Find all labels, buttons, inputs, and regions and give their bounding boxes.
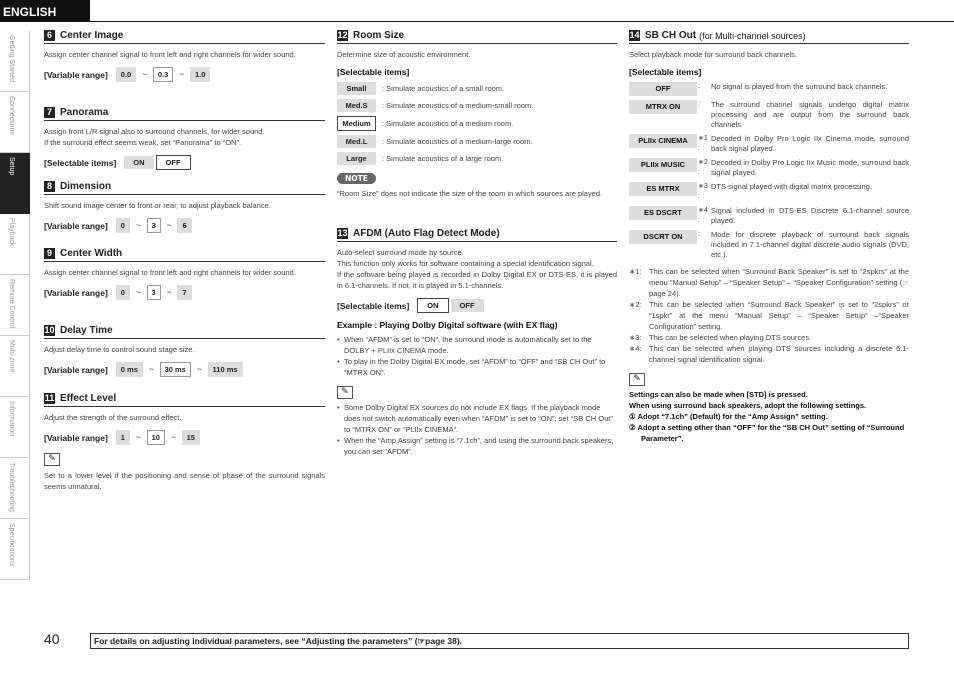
footnote (629, 299, 909, 332)
range-min: 1 (116, 430, 130, 445)
tilde: ~ (135, 288, 141, 297)
option-off: OFF (451, 299, 484, 312)
section-number: 14 (629, 30, 640, 40)
footnote-marker: : (698, 101, 700, 108)
section-title: Center Width (60, 248, 123, 259)
example-bullets (337, 334, 617, 378)
tilde: ~ (135, 433, 141, 442)
footnote-marker: : (698, 231, 700, 238)
list-item (337, 135, 617, 148)
side-nav-item[interactable] (0, 31, 30, 92)
range-max: 110 ms (208, 362, 243, 377)
selectable-items (44, 155, 325, 170)
tilde: ~ (142, 70, 147, 79)
variable-range (44, 285, 325, 300)
sb-mode-description: Mode for discrete playback of surround back signals included in 7.1-channel digital discrete audio signals (DVD, etc.). (711, 230, 909, 259)
section-description (44, 126, 325, 148)
section-title: Dimension (60, 181, 112, 192)
footnote-key: ∗1: (629, 267, 642, 276)
variable-range (44, 362, 325, 377)
side-nav-label: Information (8, 401, 15, 437)
bullet-text: When “AFDM” is set to “ON”, the surround mode is automatically set to the DOLBY + PLIIx CINEMA mode. (344, 335, 592, 355)
sb-mode-list (629, 82, 909, 260)
room-size-list (337, 82, 617, 165)
section-description: Adjust delay time to control sound stage size. (44, 345, 195, 354)
section-heading (44, 248, 325, 262)
language-tab: ENGLISH (0, 0, 90, 22)
section-title: AFDM (Auto Flag Detect Mode) (353, 228, 500, 239)
side-nav-label: Setup (8, 157, 15, 176)
footnote-marker: : (698, 83, 700, 90)
section-subtitle: (for Multi-channel sources) (699, 30, 806, 41)
option-off: OFF (156, 155, 191, 170)
page-number: 40 (44, 631, 60, 647)
list-item (629, 182, 909, 202)
selectable-items (337, 298, 617, 313)
sb-mode-option: DSCRT ON (629, 230, 697, 244)
range-min: 0 (116, 285, 130, 300)
side-nav-item[interactable] (0, 153, 30, 214)
range-label: [Variable range] (44, 364, 108, 375)
side-nav-label: Specifications (8, 523, 15, 567)
range-label: [Variable range] (44, 69, 108, 80)
pencil-icon: ✎ (44, 453, 60, 466)
side-nav-item[interactable] (0, 92, 30, 153)
side-nav-label: Remote Control (8, 279, 15, 329)
sb-mode-description: No signal is played from the surround back channels. (711, 82, 888, 91)
note-text: “Room Size” does not indicate the size of the room in which sources are played. (337, 189, 603, 198)
range-max: 7 (177, 285, 191, 300)
range-max: 6 (177, 218, 191, 233)
footnote-key: ∗4: (629, 344, 642, 353)
sb-mode-option: OFF (629, 82, 697, 96)
footnotes (629, 266, 909, 365)
tilde: ~ (196, 365, 202, 374)
footnote-marker: ∗2 : (698, 159, 708, 176)
description-line: Auto-select surround mode by source. (337, 248, 464, 257)
section-heading (44, 107, 325, 121)
section-description: Assign center channel signal to front left and right channels for wider sound. (44, 268, 296, 277)
variable-range (44, 218, 325, 233)
variable-range (44, 430, 325, 445)
list-item: • Some Dolby Digital EX sources do not include EX flags. If the playback mode does not switch automatically even when “AFDM” is set to “ON”, set “SB CH Out” to “MTRX ON” or “PLIIx CINEMA”. (337, 402, 617, 435)
option-on: ON (124, 156, 153, 169)
room-size-description: : Simulate acoustics of a medium-small room. (382, 101, 534, 110)
afdm-section (337, 228, 617, 457)
side-nav-item[interactable] (0, 519, 30, 580)
list-item (337, 116, 617, 131)
sb-mode-option: PLIIx CINEMA (629, 134, 697, 148)
list-item (629, 206, 909, 226)
section-heading (44, 325, 325, 339)
sb-mode-description: Decoded in Dolby Pro Logic IIx Music mode, surround back signal played. (711, 158, 909, 177)
section-number: 11 (44, 393, 55, 403)
section-description: Shift sound image center to front or rear, to adjust playback balance. (44, 201, 271, 210)
section-heading (337, 30, 617, 44)
section-title: Effect Level (60, 393, 117, 404)
center-image-section (44, 30, 325, 82)
example-heading: Example : Playing Dolby Digital software (with EX flag) (337, 320, 558, 330)
section-number: 8 (44, 181, 55, 192)
section-title: SB CH Out (645, 30, 697, 41)
section-description: Assign center channel signal to front left and right channels for wider sound. (44, 50, 296, 59)
room-size-option: Large (337, 152, 376, 165)
option-on: ON (417, 298, 448, 313)
side-nav-label: Troubleshooting (8, 462, 15, 512)
range-label: [Variable range] (44, 432, 108, 443)
list-item: • When the “Amp Assign” setting is “7.1ch”, and using the surround back speakers, you can set “AFDM”. (337, 435, 617, 457)
side-nav-label: Getting Started (8, 35, 15, 83)
section-number: 6 (44, 30, 55, 41)
list-item (629, 230, 909, 260)
tilde: ~ (166, 221, 172, 230)
range-min: 0 ms (116, 362, 143, 377)
footnote-text: This can be selected when “Surround Back Speaker” is set to “2spkrs” or “1spkr” at the menu “Manual Setup” – “Speaker Setup” –“Speaker Configuration” setting. (649, 300, 909, 331)
tilde: ~ (170, 433, 176, 442)
room-size-description: : Simulate acoustics of a medium-large room. (382, 137, 533, 146)
room-size-option: Medium (337, 116, 376, 131)
section-description: Select playback mode for surround back channels. (629, 50, 798, 59)
items-label: [Selectable items] (337, 67, 410, 77)
description-line: This function only works for software containing a special identification signal. (337, 259, 594, 268)
side-nav-label: Multi-zone (8, 340, 15, 373)
tip-line: ② Adopt a setting other than “OFF” for the “SB CH Out” setting of “Surround Parameter”. (629, 423, 905, 443)
list-item (337, 99, 617, 112)
list-item: • When “AFDM” is set to “ON”, the surround mode is automatically set to the DOLBY + PLIIx CINEMA mode. (337, 334, 617, 356)
sb-mode-option: ES MTRX (629, 182, 697, 196)
range-default: 30 ms (160, 362, 191, 377)
section-heading (629, 30, 909, 44)
sb-mode-option: MTRX ON (629, 100, 697, 114)
list-item (337, 82, 617, 95)
tilde: ~ (148, 365, 154, 374)
list-item (629, 158, 909, 178)
tilde: ~ (166, 288, 172, 297)
section-title: Center Image (60, 30, 124, 41)
section-heading (337, 228, 617, 242)
bullet-text: Some Dolby Digital EX sources do not include EX flags. If the playback mode does not switch automatically even when “AFDM” is set to “ON”, set “SB CH Out” to “MTRX ON” or “PLIIx CINEMA”. (344, 403, 613, 434)
description-line: If the surround effect seems weak, set “Panorama” to “ON”. (44, 138, 242, 147)
footnote (629, 266, 909, 299)
range-label: [Variable range] (44, 220, 108, 231)
room-size-option: Small (337, 82, 376, 95)
footnote-text: This can be selected when “Surround Back Speaker” is set to “2spkrs” at the menu “Manual Setup” – “Speaker Setup” – “Speaker Configuration” setting (☞page 24). (649, 267, 909, 298)
bullet-text: To play in the Dolby Digital EX mode, set “AFDM” to “OFF” and “SB CH Out” to “MTRX ON”. (344, 357, 606, 377)
footnote-marker: ∗1 : (698, 135, 708, 152)
section-number: 13 (337, 228, 348, 238)
tip-line: Settings can also be made when [STD] is pressed. (629, 390, 808, 399)
footnote-key: ∗2: (629, 300, 642, 309)
tips (629, 389, 909, 444)
footnote-text: This can be selected when playing DTS sources including a discrete 6.1-channel signal identification signal. (649, 344, 909, 364)
section-title: Panorama (60, 107, 109, 118)
side-nav-label: Connections (8, 96, 15, 135)
section-heading (44, 30, 325, 44)
side-nav-item[interactable] (0, 275, 30, 336)
footnote-key: ∗3: (629, 333, 642, 342)
items-label: [Selectable items] (337, 300, 410, 311)
footnote-marker: ∗4 : (698, 207, 708, 224)
tilde: ~ (179, 70, 184, 79)
list-item (629, 82, 909, 96)
side-nav-item[interactable] (0, 214, 30, 275)
section-description: Adjust the strength of the surround effect. (44, 413, 182, 422)
section-description (337, 247, 617, 291)
description-line: If the software being played is recorded in Dolby Digital EX or DTS-ES, it is played in 6.1-channels. If not, it is played in 5.1-channels. (337, 270, 617, 290)
section-number: 12 (337, 30, 348, 40)
range-min: 0 (116, 218, 130, 233)
effect-level-section (44, 393, 325, 492)
dimension-section (44, 181, 325, 233)
sb-ch-out-section (629, 30, 909, 444)
sb-mode-description: The surround channel signals undergo digital matrix processing and are output from the surround back channels. (711, 100, 909, 129)
range-default: 3 (147, 218, 161, 233)
range-label: [Variable range] (44, 287, 108, 298)
note-text: Set to a lower level if the positioning and sense of phase of the surround signals seems unnatural. (44, 471, 325, 491)
pencil-icon: ✎ (337, 386, 353, 399)
header-rule (0, 21, 954, 22)
list-item (629, 100, 909, 130)
range-default: 10 (147, 430, 165, 445)
panorama-section (44, 107, 325, 170)
range-max: 15 (182, 430, 200, 445)
section-heading (44, 181, 325, 195)
footnote (629, 343, 909, 365)
tip-line: When using surround back speakers, adopt the following settings. (629, 401, 867, 410)
footnote-marker: ∗3 : (698, 183, 708, 200)
tip-line: ① Adopt “7.1ch” (Default) for the “Amp Assign” setting. (629, 412, 828, 421)
sb-mode-option: PLIIx MUSIC (629, 158, 697, 172)
note-badge: NOTE (337, 173, 376, 184)
range-default: 3 (147, 285, 161, 300)
section-heading (44, 393, 325, 407)
variable-range (44, 67, 325, 82)
range-default: 0.3 (153, 67, 173, 82)
range-max: 1.0 (190, 67, 210, 82)
footnote (629, 332, 909, 343)
side-nav-label: Playback (8, 218, 15, 247)
sb-mode-description: DTS signal played with digital matrix processing. (711, 182, 872, 191)
list-item (337, 152, 617, 165)
room-size-description: : Simulate acoustics of a small room. (382, 84, 505, 93)
sb-mode-option: ES DSCRT (629, 206, 697, 220)
side-nav-item[interactable] (0, 397, 30, 458)
section-title: Room Size (353, 30, 405, 41)
section-description: Determine size of acoustic environment. (337, 50, 471, 59)
footnote-text: This can be selected when playing DTS sources. (649, 333, 812, 342)
delay-time-section (44, 325, 325, 377)
section-number: 10 (44, 325, 55, 335)
room-size-option: Med.S (337, 99, 376, 112)
items-label: [Selectable items] (44, 157, 117, 168)
room-size-description: : Simulate acoustics of a medium room. (382, 119, 514, 128)
room-size-section (337, 30, 617, 199)
range-min: 0.0 (116, 67, 136, 82)
bullet-text: When the “Amp Assign” setting is “7.1ch”, and using the surround back speakers, you can set “AFDM”. (344, 436, 614, 456)
footer-reference: For details on adjusting individual parameters, see “Adjusting the parameters” (☞page 38). (90, 633, 909, 649)
tilde: ~ (135, 221, 141, 230)
list-item (629, 134, 909, 154)
section-number: 7 (44, 107, 55, 118)
room-size-option: Med.L (337, 135, 376, 148)
description-line: Assign front L/R signal also to surround channels, for wider sound. (44, 127, 265, 136)
section-title: Delay Time (60, 325, 113, 336)
sb-mode-description: Decoded in Dolby Pro Logic IIx Cinema mode, surround back signal played. (711, 134, 909, 153)
section-number: 9 (44, 248, 55, 259)
side-nav-item[interactable] (0, 336, 30, 397)
tip-bullets (337, 402, 617, 457)
center-width-section (44, 248, 325, 300)
pencil-icon: ✎ (629, 373, 645, 386)
room-size-description: : Simulate acoustics of a large room. (382, 154, 504, 163)
items-label: [Selectable items] (629, 67, 702, 77)
list-item: • To play in the Dolby Digital EX mode, set “AFDM” to “OFF” and “SB CH Out” to “MTRX ON”. (337, 356, 617, 378)
side-nav (0, 31, 30, 580)
side-nav-item[interactable] (0, 458, 30, 519)
sb-mode-description: Signal included in DTS-ES Discrete 6.1-channel source played. (711, 206, 909, 225)
